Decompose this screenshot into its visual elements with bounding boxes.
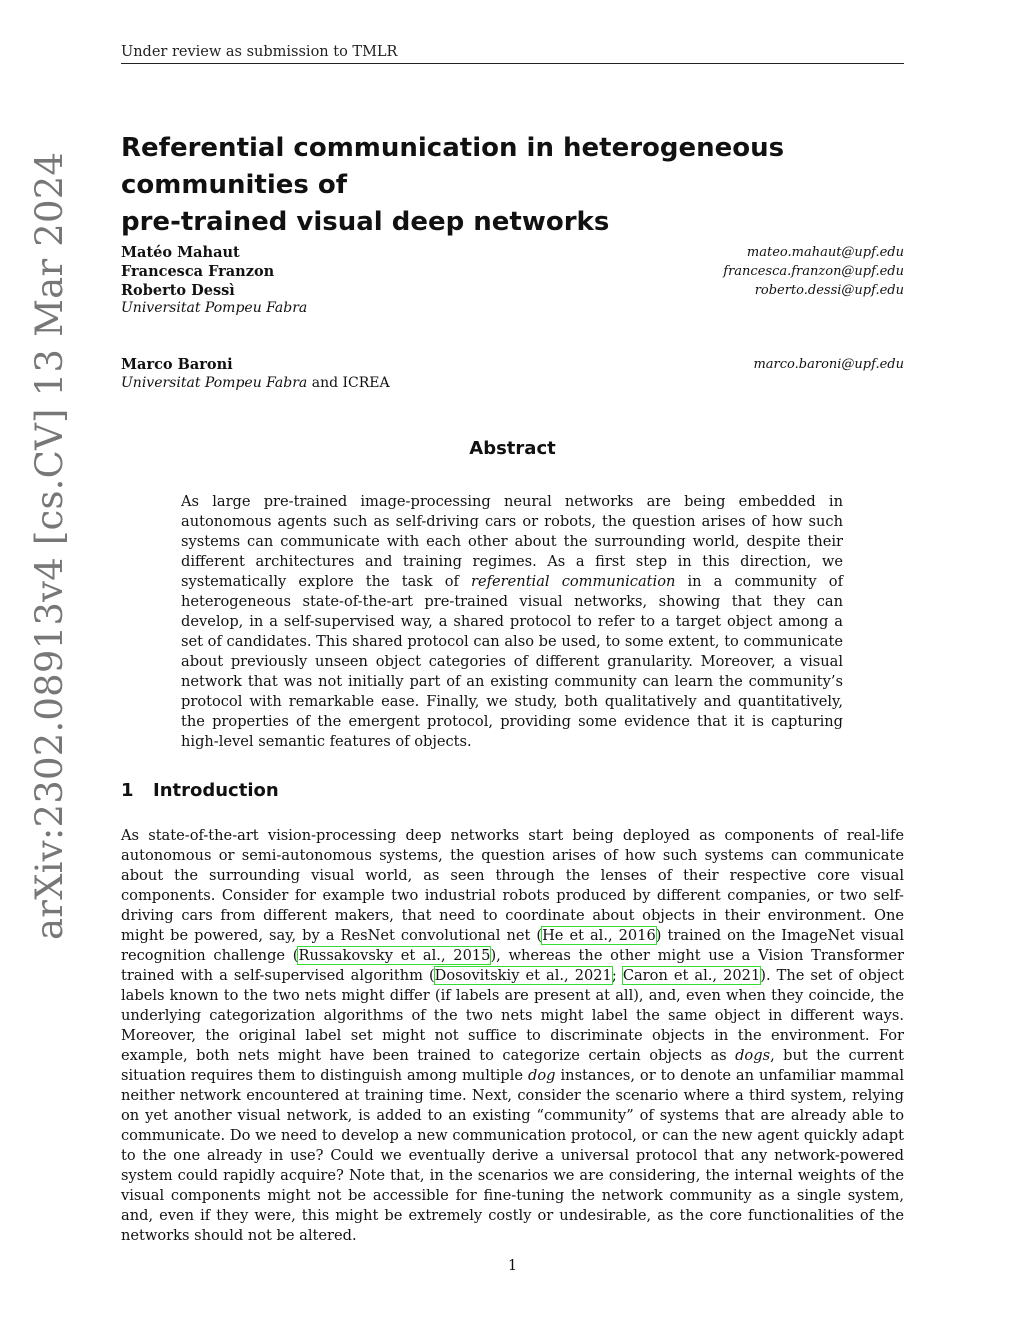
author-name: Marco Baroni [121, 356, 233, 373]
abstract-text: As large pre-trained image-processing neural networks are being embedded in autonomous agents such as self-driving cars or robots, the question arises of how such systems can communicate with each other about the surrounding world, despite their different architectures and training regimes. As a first step in this direction, we systematically explore the task of [181, 493, 843, 590]
intro-text: ; [611, 967, 623, 984]
citation-link[interactable]: He et al., 2016 [542, 927, 656, 944]
author-row [121, 281, 904, 300]
section-number: 1 [121, 780, 134, 801]
citation-link[interactable]: Russakovsky et al., 2015 [298, 947, 491, 964]
intro-text: , but the current situation requires them to distinguish among multiple [121, 1047, 904, 1084]
title-line-2: pre-trained visual deep networks [121, 207, 610, 237]
introduction-body [121, 826, 904, 1246]
author-row [121, 243, 904, 262]
intro-emphasis: dogs [735, 1047, 771, 1064]
author-row [121, 262, 904, 281]
section-title: Introduction [153, 780, 279, 801]
abstract-text: in a community of heterogeneous state-of-the-art pre-trained visual networks, showing that they can develop, in a self-supervised way, a shared protocol to refer to a target object among a set of candidates. This shared protocol can also be used, to some extent, to communicate about previously unseen object categories of different granularity. Moreover, a visual network that was not initially part of an existing community can learn the community’s protocol with remarkable ease. Finally, we study, both qualitatively and quantitatively, the properties of the emergent protocol, providing some evidence that it is capturing high-level semantic features of objects. [181, 573, 843, 750]
citation-link[interactable]: Caron et al., 2021 [622, 967, 761, 984]
arxiv-stamp: arXiv:2302.08913v4 [cs.CV] 13 Mar 2024 [28, 151, 71, 940]
section-heading [121, 780, 279, 801]
author-email[interactable]: francesca.franzon@upf.edu [723, 264, 904, 279]
author-name: Matéo Mahaut [121, 244, 240, 261]
affiliation [121, 299, 307, 318]
affiliation [121, 374, 390, 393]
paper-title [121, 130, 911, 241]
intro-text: instances, or to denote an unfamiliar mammal neither network encountered at training time. Next, consider the scenario where a third system, relying on yet another visual network, is added to an existing “community” of systems that are already able to communicate. Do we need to develop a new communication protocol, or can the new agent quickly adapt to the one already in use? Could we eventually derive a universal protocol that any network-powered system could rapidly acquire? Note that, in the scenarios we are considering, the internal weights of the visual components might not be accessible for fine-tuning the network community as a single system, and, even if they were, this might be extremely costly or undesirable, as the core functionalities of the networks should not be altered. [121, 1067, 904, 1244]
abstract-emphasis: referential communication [471, 573, 676, 590]
page-number: 1 [507, 1258, 518, 1274]
running-header: Under review as submission to TMLR [121, 44, 904, 64]
title-line-1: Referential communication in heterogeneous communities of [121, 133, 785, 200]
affiliation-institution: Universitat Pompeu Fabra [121, 300, 308, 316]
intro-text: ) trained on the ImageNet visual recognition challenge ( [121, 927, 904, 964]
abstract-body [181, 492, 843, 752]
intro-text: As state-of-the-art vision-processing deep networks start being deployed as components of real-life autonomous or semi-autonomous systems, the question arises of how such systems can communicate about the surrounding visual world, as seen through the lenses of their respective core visual components. Consider for example two industrial robots produced by different companies, or two self-driving cars from different makers, that need to coordinate about objects in their environment. One might be powered, say, by a ResNet convolutional net ( [121, 827, 904, 944]
author-name: Roberto Dessì [121, 282, 235, 299]
abstract-heading: Abstract [469, 438, 556, 459]
affiliation-extra: and ICREA [307, 375, 390, 391]
intro-emphasis: dog [528, 1067, 556, 1084]
citation-link[interactable]: Dosovitskiy et al., 2021 [434, 967, 612, 984]
author-email[interactable]: roberto.dessi@upf.edu [754, 283, 904, 298]
author-row [121, 355, 904, 374]
intro-text: ). The set of object labels known to the two nets might differ (if labels are present at all), and, even when they coincide, the underlying categorization algorithms of the two nets might label the same object in different ways. Moreover, the original label set might not suffice to discriminate objects in the environment. For example, both nets might have been trained to categorize certain objects as [121, 967, 905, 1064]
intro-text: ), whereas the other might use a Vision Transformer trained with a self-supervised algorithm ( [121, 947, 904, 984]
author-email[interactable]: marco.baroni@upf.edu [753, 357, 904, 372]
author-name: Francesca Franzon [121, 263, 275, 280]
author-email[interactable]: mateo.mahaut@upf.edu [746, 245, 904, 260]
affiliation-institution: Universitat Pompeu Fabra [121, 375, 308, 391]
